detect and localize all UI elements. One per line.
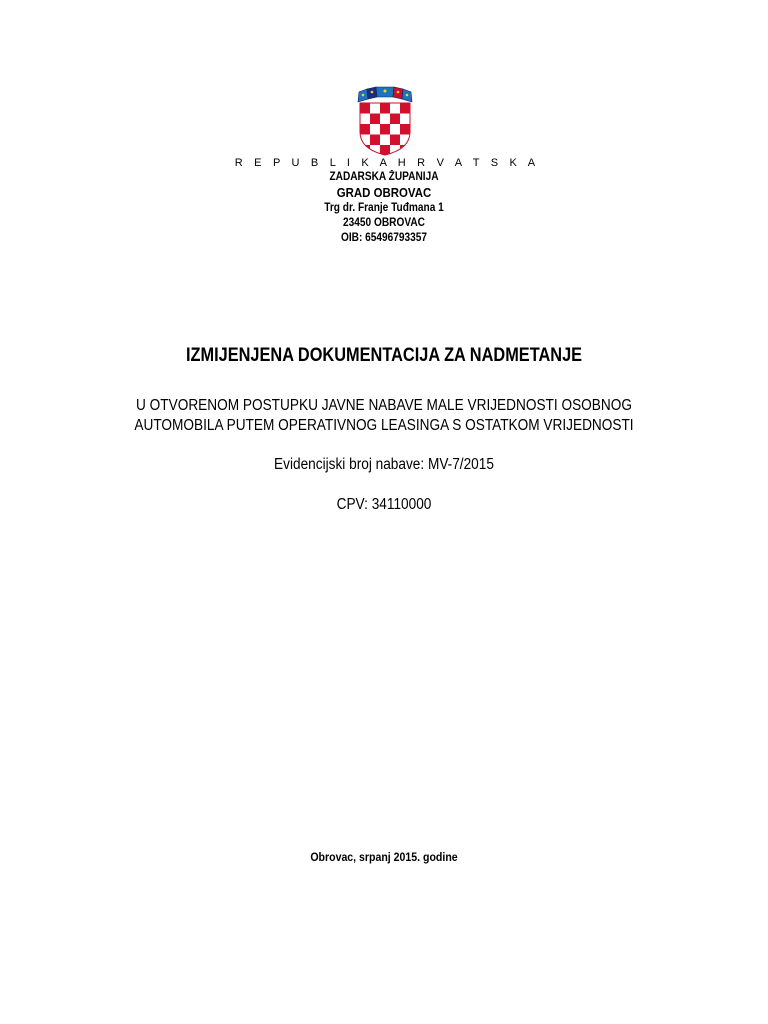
address-postal: 23450 OBROVAC: [343, 217, 425, 229]
issuer-header: [0, 156, 768, 246]
cpv-code: CPV: 34110000: [336, 496, 432, 513]
procurement-reference: Evidencijski broj nabave: MV-7/2015: [274, 456, 494, 473]
subject-line-1: U OTVORENOM POSTUPKU JAVNE NABAVE MALE VRIJEDNOSTI OSOBNOG: [136, 397, 632, 414]
address-street: Trg dr. Franje Tuđmana 1: [324, 202, 444, 214]
document-subject: [46, 396, 722, 436]
oib-number: OIB: 65496793357: [340, 232, 428, 244]
country-name: R E P U B L I K A H R V A T S K A: [234, 157, 540, 169]
coat-of-arms-icon: [356, 86, 414, 156]
document-title: IZMIJENJENA DOKUMENTACIJA ZA NADMETANJE: [185, 345, 583, 366]
county-name: ZADARSKA ŽUPANIJA: [329, 171, 439, 183]
city-name: GRAD OBROVAC: [336, 185, 432, 200]
subject-line-2: AUTOMOBILA PUTEM OPERATIVNOG LEASINGA S OSTATKOM VRIJEDNOSTI: [134, 417, 634, 434]
place-and-date: Obrovac, srpanj 2015. godine: [310, 850, 458, 864]
